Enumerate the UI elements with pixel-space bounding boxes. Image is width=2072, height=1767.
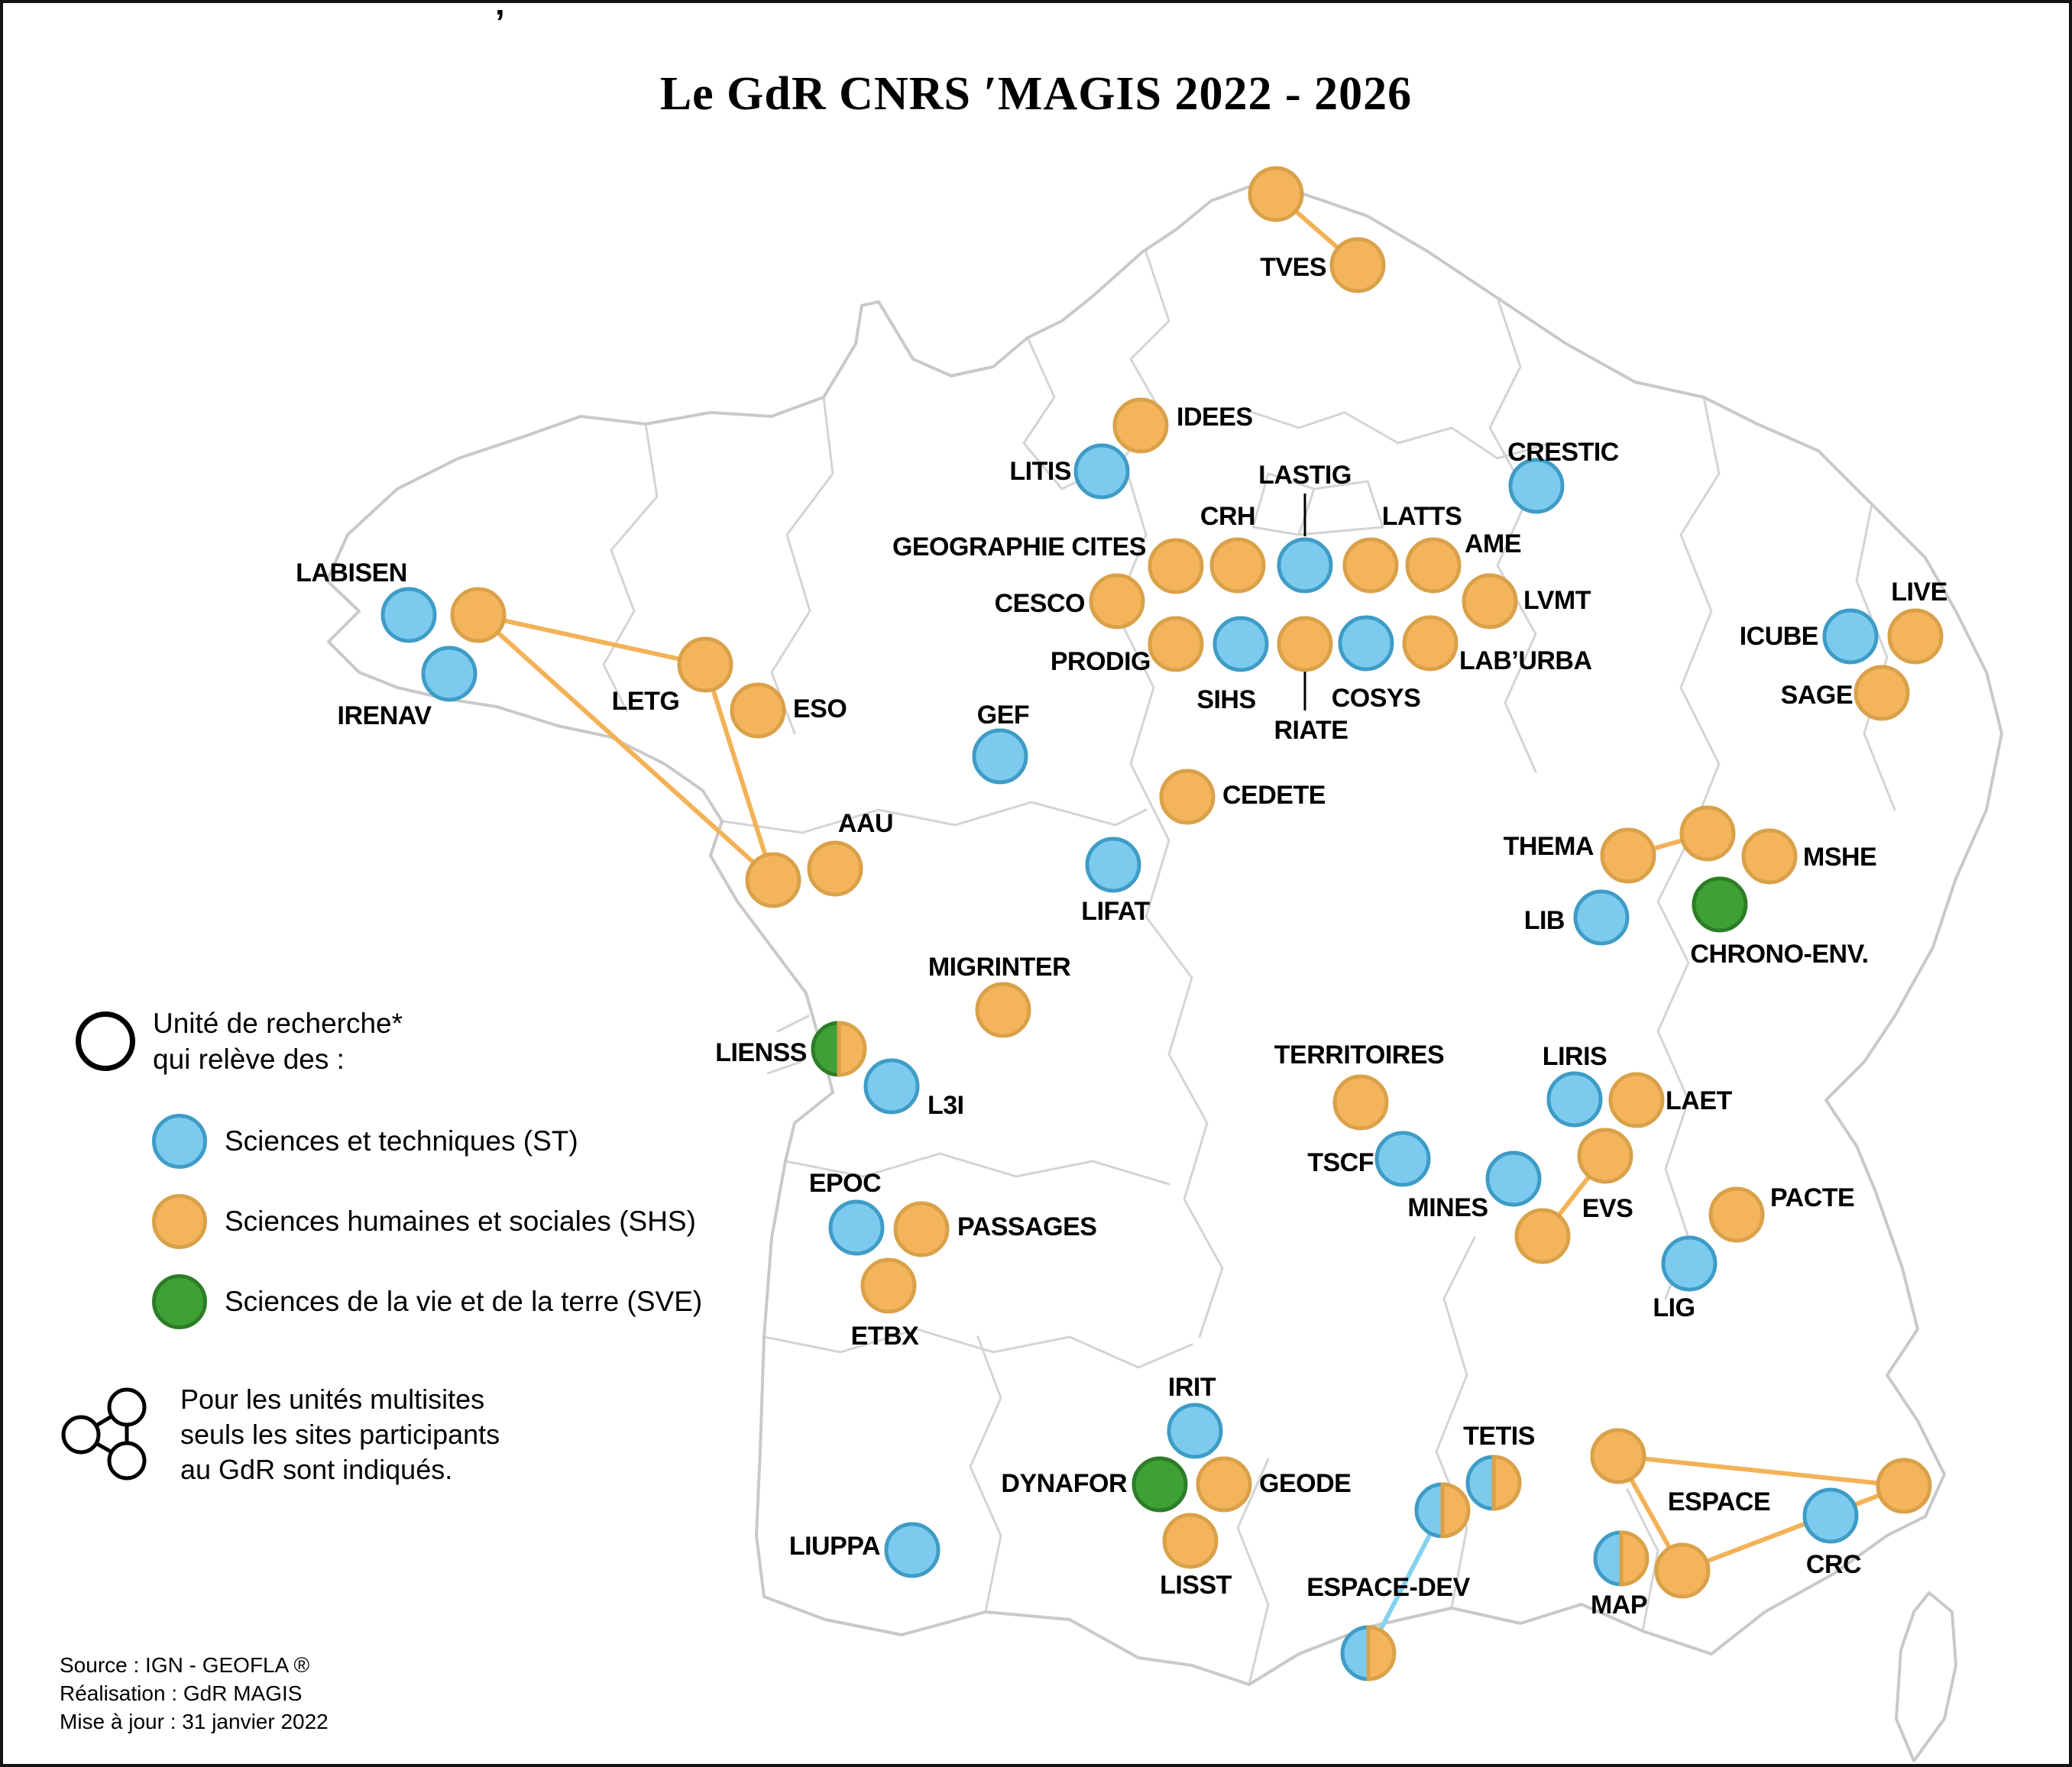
unit-label-tscf: TSCF [1307, 1148, 1374, 1177]
unit-site-map-0-right-half [1621, 1532, 1647, 1584]
unit-site-map-0-left-half [1595, 1532, 1621, 1584]
multisite-icon-circle [109, 1443, 144, 1478]
unit-site-eso-0 [732, 684, 784, 736]
multisite-note-line2: seuls les sites participants [180, 1419, 500, 1450]
unit-site-territoires-0 [1335, 1076, 1387, 1128]
legend-sve-label: Sciences de la vie et de la terre (SVE) [225, 1286, 703, 1317]
unit-site-tves-0 [1250, 168, 1302, 220]
unit-site-cesco-0 [1091, 575, 1143, 627]
multisite-note-line1: Pour les unités multisites [180, 1384, 485, 1415]
unit-site-epoc-0 [830, 1202, 882, 1254]
unit-label-lisst: LISST [1160, 1571, 1232, 1600]
legend-title-line1: Unité de recherche* [153, 1008, 403, 1039]
unit-label-lig: LIG [1653, 1293, 1695, 1322]
unit-link-espace [1618, 1456, 1904, 1486]
unit-label-crestic: CRESTIC [1507, 438, 1619, 467]
unit-site-lifat-0 [1087, 839, 1139, 891]
unit-label-tetis: TETIS [1463, 1422, 1535, 1451]
unit-site-ame-0 [1407, 539, 1459, 591]
unit-site-lienss-0-right-half [839, 1023, 865, 1075]
unit-site-lastig-0 [1279, 539, 1331, 591]
unit-label-epoc: EPOC [808, 1169, 882, 1198]
unit-site-laet-0 [1611, 1074, 1662, 1126]
unit-label-aau: AAU [837, 809, 894, 838]
unit-label-geode: GEODE [1259, 1469, 1352, 1498]
unit-site-litis-0 [1076, 445, 1128, 497]
unit-site-etbx-0 [863, 1260, 915, 1312]
unit-site-lisst-0 [1164, 1515, 1216, 1567]
unit-site-tetis-0-left-half [1468, 1457, 1494, 1509]
unit-site-cosys-0 [1340, 617, 1392, 669]
unit-label-espace: ESPACE [1667, 1487, 1771, 1516]
unit-site-latts-0 [1345, 539, 1397, 591]
unit-site-l3i-0 [866, 1060, 918, 1112]
unit-label-passages: PASSAGES [957, 1212, 1097, 1241]
unit-label-irit: IRIT [1167, 1373, 1216, 1402]
unit-site-mines-0 [1488, 1153, 1539, 1205]
unit-label-idees: IDEES [1177, 403, 1253, 432]
unit-label-mshe: MSHE [1803, 843, 1877, 872]
legend-title [153, 1005, 403, 1077]
unit-site-espace-dev-1-right-half [1368, 1627, 1394, 1679]
unit-site-passages-0 [895, 1203, 947, 1255]
unit-site-espace-dev-0-left-half [1416, 1484, 1442, 1536]
unit-site-pacte-0 [1711, 1189, 1763, 1241]
unit-label-icube: ICUBE [1739, 622, 1818, 651]
unit-site-riate-0 [1279, 618, 1331, 670]
unit-label-latts: LATTS [1381, 502, 1462, 531]
unit-site-letg-1 [679, 639, 731, 691]
corsica-outline [1896, 1593, 1956, 1761]
legend-st-label: Sciences et techniques (ST) [225, 1125, 578, 1157]
unit-link-letg [478, 615, 705, 665]
unit-site-icube-0 [1824, 610, 1876, 662]
unit-site-labisen-0 [383, 589, 435, 641]
unit-label-sage: SAGE [1780, 681, 1853, 710]
unit-label-cesco: CESCO [994, 589, 1085, 618]
unit-label-lastig: LASTIG [1258, 461, 1352, 490]
unit-label-sihs: SIHS [1196, 685, 1256, 714]
unit-label-evs: EVS [1582, 1194, 1633, 1223]
stray-apostrophe-mark: ’ [495, 2, 505, 42]
unit-site-lig-0 [1663, 1238, 1715, 1290]
source-block [60, 1651, 329, 1736]
unit-label-prodig: PRODIG [1050, 647, 1151, 676]
unit-label-espace-dev: ESPACE-DEV [1306, 1573, 1470, 1602]
legend-title-line2: qui relève des : [153, 1044, 345, 1075]
unit-site-aau-0 [809, 843, 861, 895]
multisite-icon [63, 1390, 144, 1478]
unit-label-lifat: LIFAT [1081, 897, 1150, 926]
unit-label-liuppa: LIUPPA [788, 1532, 880, 1561]
unit-site-thema-0 [1602, 830, 1654, 882]
unit-site-lvmt-0 [1464, 575, 1516, 627]
unit-site-espace-0 [1592, 1430, 1644, 1482]
legend-sve-dot [152, 1274, 207, 1329]
unit-label-lib: LIB [1523, 906, 1565, 935]
unit-label-cedete: CEDETE [1222, 781, 1326, 810]
unit-label-territoires: TERRITOIRES [1274, 1040, 1445, 1070]
unit-label-geographie-cites: GEOGRAPHIE CITES [892, 532, 1146, 561]
page-title: Le GdR CNRS ′MAGIS 2022 - 2026 [659, 68, 1413, 120]
unit-site-liris-0 [1549, 1073, 1601, 1125]
unit-label-tves: TVES [1260, 253, 1326, 282]
unit-site-espace-dev-0-right-half [1442, 1484, 1468, 1536]
unit-label-lvmt: LVMT [1523, 586, 1591, 615]
unit-site-liuppa-0 [886, 1524, 938, 1576]
source-line: Source : IGN - GEOFLA ® [60, 1653, 310, 1677]
unit-label-pacte: PACTE [1770, 1183, 1855, 1212]
legend-shs-dot [152, 1194, 207, 1249]
unit-label-etbx: ETBX [850, 1322, 919, 1351]
unit-label-cosys: COSYS [1331, 684, 1421, 713]
unit-site-evs-1 [1517, 1210, 1569, 1262]
unit-site-thema-1 [1682, 807, 1734, 859]
unit-markers [383, 168, 1941, 1679]
unit-site-letg-2 [747, 854, 799, 906]
unit-site-crh-0 [1212, 539, 1264, 591]
unit-label-irenav: IRENAV [337, 701, 432, 730]
unit-site-irit-0 [1169, 1405, 1221, 1457]
unit-label-labisen: LABISEN [296, 558, 407, 587]
unit-label-liris: LIRIS [1542, 1042, 1607, 1071]
unit-label-eso: ESO [793, 694, 847, 723]
unit-site-tscf-0 [1377, 1133, 1429, 1185]
unit-label-litis: LITIS [1009, 457, 1071, 486]
unit-site-tves-1 [1332, 239, 1384, 291]
unit-label-laet: LAET [1666, 1086, 1732, 1115]
unit-site-migrinter-0 [977, 984, 1029, 1036]
legend-shs-label: Sciences humaines et sociales (SHS) [225, 1206, 696, 1237]
unit-label-mines: MINES [1407, 1193, 1488, 1222]
unit-site-letg-0 [452, 589, 504, 641]
unit-site-lab-urba-0 [1404, 617, 1456, 669]
unit-site-crc-0 [1805, 1490, 1857, 1542]
unit-site-tetis-0-right-half [1494, 1457, 1520, 1509]
unit-site-irenav-0 [423, 648, 475, 700]
legend-unit-symbol [76, 1011, 135, 1071]
unit-site-gef-0 [974, 730, 1026, 782]
unit-site-espace-2 [1656, 1545, 1708, 1597]
unit-site-crestic-0 [1510, 460, 1562, 512]
unit-label-migrinter: MIGRINTER [928, 953, 1071, 982]
multisite-note-line3: au GdR sont indiqués. [180, 1454, 453, 1485]
unit-site-lib-0 [1575, 892, 1627, 943]
unit-site-geographie-cites-0 [1150, 540, 1202, 592]
unit-label-chrono-env-: CHRONO-ENV. [1690, 940, 1869, 969]
unit-label-map: MAP [1590, 1591, 1648, 1620]
multisite-icon-circle [63, 1417, 99, 1452]
unit-label-thema: THEMA [1503, 832, 1594, 861]
unit-label-lienss: LIENSS [715, 1038, 807, 1067]
multisite-note [180, 1382, 500, 1487]
unit-site-mshe-0 [1743, 830, 1795, 882]
unit-site-sage-0 [1856, 667, 1908, 719]
unit-label-lab-urba: LAB’URBA [1459, 646, 1592, 675]
unit-site-dynafor-0 [1134, 1458, 1186, 1510]
unit-label-gef: GEF [976, 701, 1030, 730]
unit-label-ame: AME [1464, 529, 1522, 558]
legend-st-dot [152, 1114, 207, 1169]
unit-site-live-0 [1889, 610, 1941, 662]
source-line: Réalisation : GdR MAGIS [60, 1681, 303, 1705]
multisite-icon-circle [109, 1390, 144, 1425]
unit-site-espace-1 [1878, 1460, 1930, 1512]
unit-site-idees-0 [1115, 400, 1167, 451]
unit-label-dynafor: DYNAFOR [1001, 1469, 1127, 1498]
unit-site-sihs-0 [1215, 618, 1267, 670]
unit-site-evs-0 [1579, 1130, 1631, 1182]
unit-site-cedete-0 [1161, 771, 1213, 823]
unit-label-letg: LETG [611, 687, 680, 716]
unit-label-crc: CRC [1805, 1550, 1862, 1579]
unit-label-live: LIVE [1891, 578, 1947, 607]
unit-label-crh: CRH [1199, 502, 1256, 531]
unit-site-geode-0 [1198, 1458, 1250, 1510]
unit-site-chrono-env--0 [1694, 879, 1746, 930]
unit-site-prodig-0 [1150, 618, 1202, 670]
source-line: Mise à jour : 31 janvier 2022 [60, 1710, 329, 1733]
unit-label-l3i: L3I [928, 1091, 964, 1120]
unit-label-riate: RIATE [1274, 716, 1348, 745]
